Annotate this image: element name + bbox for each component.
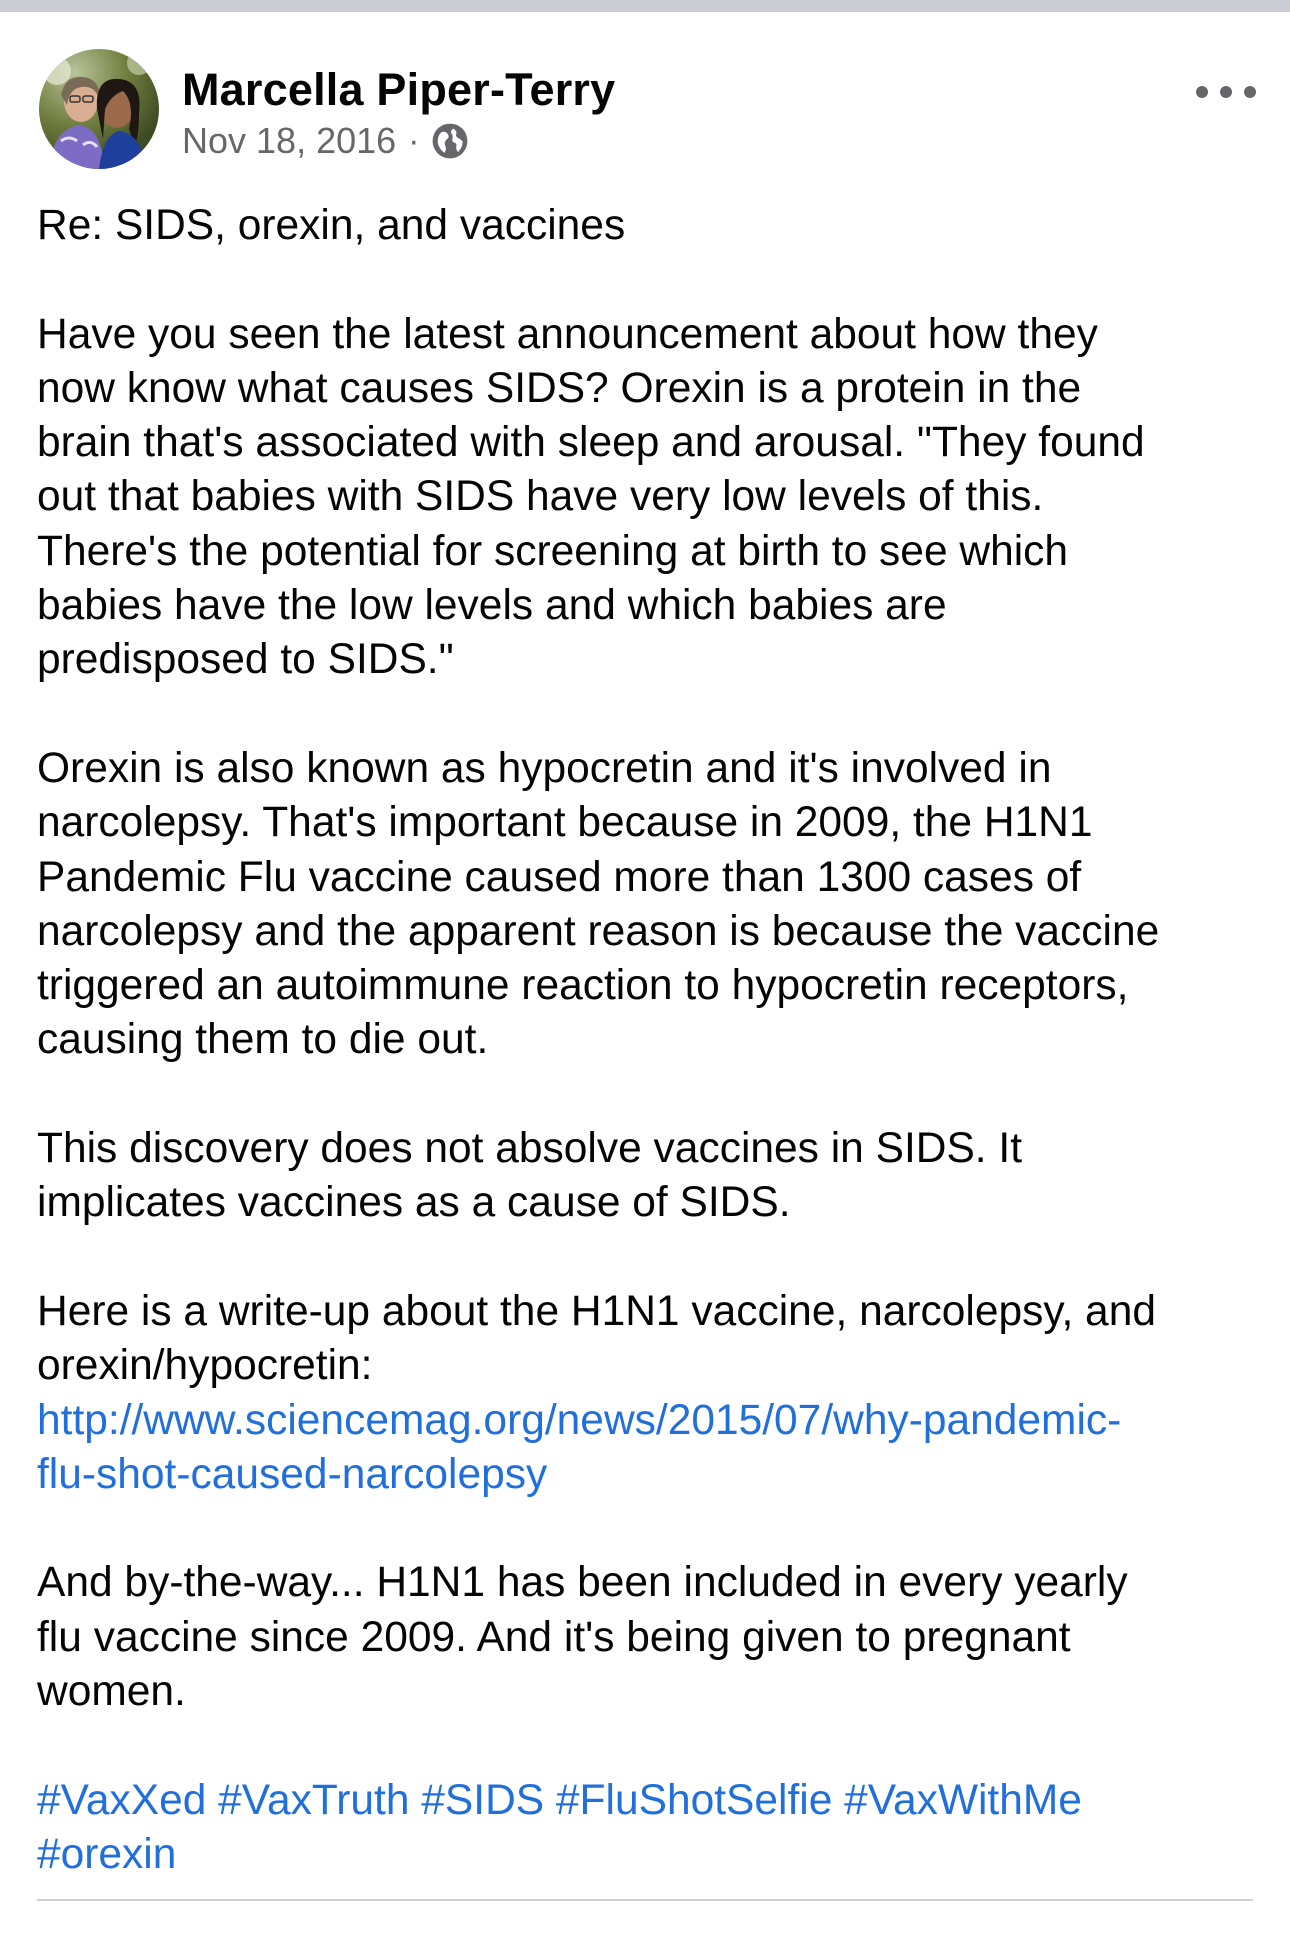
author-avatar[interactable]	[39, 49, 159, 169]
hashtag-list[interactable]: #VaxXed #VaxTruth #SIDS #FluShotSelfie #VaxWithMe #orexin	[37, 1776, 1082, 1878]
top-separator-bar	[0, 0, 1290, 12]
post-paragraph: And by-the-way... H1N1 has been included in every yearly flu vaccine since 2009. And it's being given to pregnant women.	[37, 1559, 1128, 1716]
post-body	[37, 199, 1267, 1937]
facebook-post	[0, 12, 1290, 1893]
post-date[interactable]: Nov 18, 2016	[182, 120, 397, 161]
more-options-icon	[1244, 86, 1256, 98]
post-paragraph: Have you seen the latest announcement about how they now know what causes SIDS? Orexin is a protein in the brain that's associated with sleep and arousal. "They found out that babies with SIDS have very low levels of this. There's the potential for screening at birth to see which babies have the low levels and which babies are predisposed to SIDS."	[37, 310, 1145, 684]
divider	[37, 1899, 1253, 1901]
post-paragraph: Here is a write-up about the H1N1 vaccine, narcolepsy, and orexin/hypocretin:	[37, 1287, 1156, 1390]
author-name[interactable]: Marcella Piper-Terry	[182, 64, 616, 115]
post-heading: Re: SIDS, orexin, and vaccines	[37, 202, 626, 249]
profile-photo	[39, 49, 159, 169]
more-options-icon	[1220, 86, 1232, 98]
post-paragraph: Orexin is also known as hypocretin and it's involved in narcolepsy. That's important because in 2009, the H1N1 Pandemic Flu vaccine caused more than 1300 cases of narcolepsy and the apparent reason is because the vaccine triggered an autoimmune reaction to hypocretin receptors, causing them to die out.	[37, 744, 1160, 1064]
more-options-icon	[1196, 86, 1208, 98]
post-paragraph: This discovery does not absolve vaccines in SIDS. It implicates vaccines as a cause of SIDS.	[37, 1125, 1023, 1227]
more-options-button[interactable]	[1196, 72, 1256, 112]
meta-separator: ·	[408, 121, 420, 160]
post-meta	[182, 116, 469, 166]
globe-icon	[431, 122, 469, 160]
article-link[interactable]: http://www.sciencemag.org/news/2015/07/why-pandemic- flu-shot-caused-narcolepsy	[37, 1396, 1122, 1498]
